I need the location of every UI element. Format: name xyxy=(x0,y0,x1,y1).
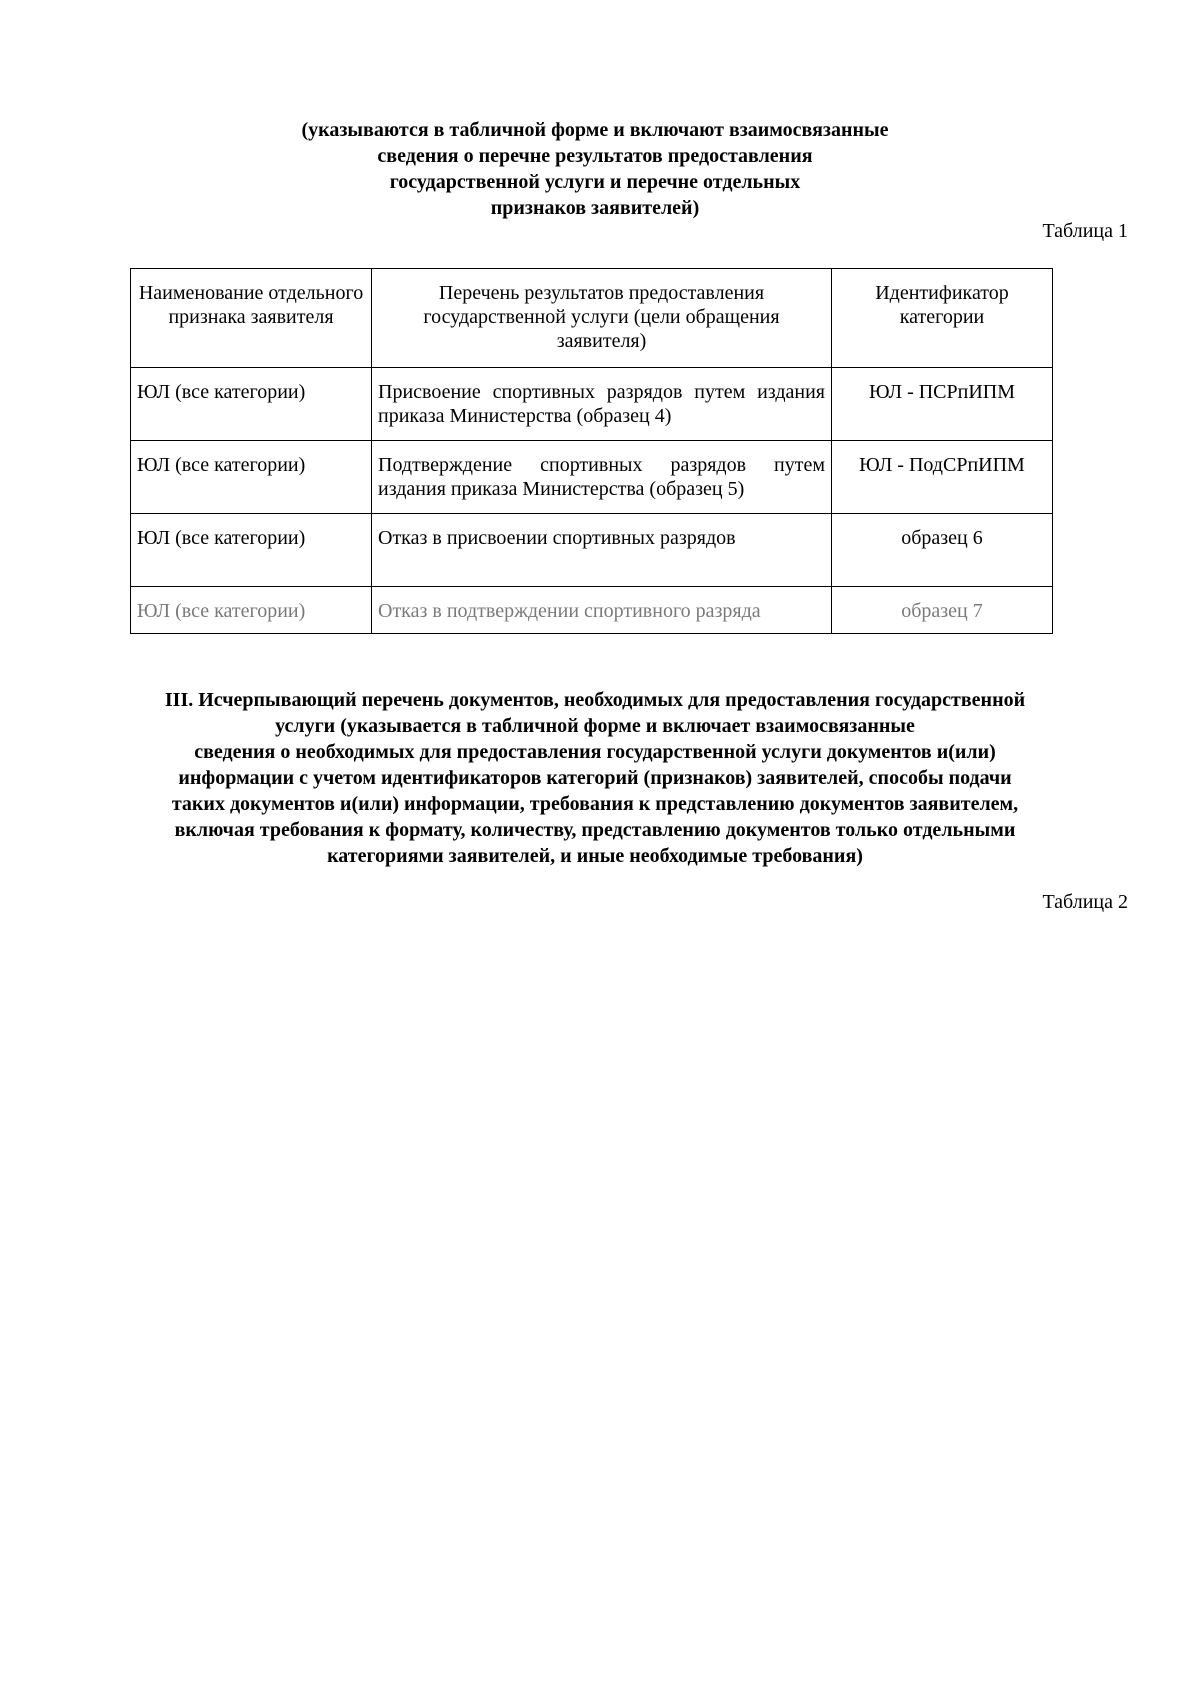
results-table xyxy=(130,268,1053,634)
table1-caption: Таблица 1 xyxy=(1042,220,1128,242)
category-id-cell: ЮЛ - ПодСРпИПМ xyxy=(832,441,1053,514)
header-cell: Перечень результатов предоставления государственной услуги (цели обращения заявителя) xyxy=(372,269,832,368)
intro-heading-line: признаков заявителей) xyxy=(490,197,700,219)
result-cell: Присвоение спортивных разрядов путем издания приказа Министерства (образец 4) xyxy=(372,368,832,441)
applicant-feature-cell: ЮЛ (все категории) xyxy=(131,514,372,587)
applicant-feature-cell: ЮЛ (все категории) xyxy=(131,368,372,441)
section3-heading-line: III. Исчерпывающий перечень документов, необходимых для предоставления государственной xyxy=(164,689,1026,711)
table-header-row xyxy=(131,269,1053,368)
intro-heading xyxy=(130,117,1060,221)
result-cell: Подтверждение спортивных разрядов путем издания приказа Министерства (образец 5) xyxy=(372,441,832,514)
table-row xyxy=(131,368,1053,441)
result-cell: Отказ в присвоении спортивных разрядов xyxy=(372,514,832,587)
table2-caption: Таблица 2 xyxy=(1042,891,1128,913)
header-cell: Наименование отдельного признака заявителя xyxy=(131,269,372,368)
category-id-cell: образец 6 xyxy=(832,514,1053,587)
section3-heading-line: включая требования к формату, количеству, представлению документов только отдельными xyxy=(174,819,1016,841)
applicant-feature-cell: ЮЛ (все категории) xyxy=(131,587,372,634)
section3-heading-line: сведения о необходимых для предоставления государственной услуги документов и(или) xyxy=(194,741,996,763)
applicant-feature-cell: ЮЛ (все категории) xyxy=(131,441,372,514)
section3-heading-line: таких документов и(или) информации, требования к представлению документов заявителем, xyxy=(171,793,1019,815)
section3-heading-line: услуги (указывается в табличной форме и включает взаимосвязанные xyxy=(275,715,915,737)
result-cell: Отказ в подтверждении спортивного разряда xyxy=(372,587,832,634)
section3-heading-line: категориями заявителей, и иные необходимые требования) xyxy=(327,845,863,867)
section3-heading xyxy=(130,687,1060,869)
table-row xyxy=(131,587,1053,634)
intro-heading-line: государственной услуги и перечне отдельных xyxy=(389,171,801,193)
intro-heading-line: сведения о перечне результатов предоставления xyxy=(377,145,813,167)
intro-heading-line: (указываются в табличной форме и включают взаимосвязанные xyxy=(301,119,889,141)
category-id-cell: ЮЛ - ПСРпИПМ xyxy=(832,368,1053,441)
table-row xyxy=(131,441,1053,514)
category-id-cell: образец 7 xyxy=(832,587,1053,634)
header-cell: Идентификатор категории xyxy=(832,269,1053,368)
section3-heading-line: информации с учетом идентификаторов категорий (признаков) заявителей, способы подачи xyxy=(178,767,1012,789)
table-row xyxy=(131,514,1053,587)
